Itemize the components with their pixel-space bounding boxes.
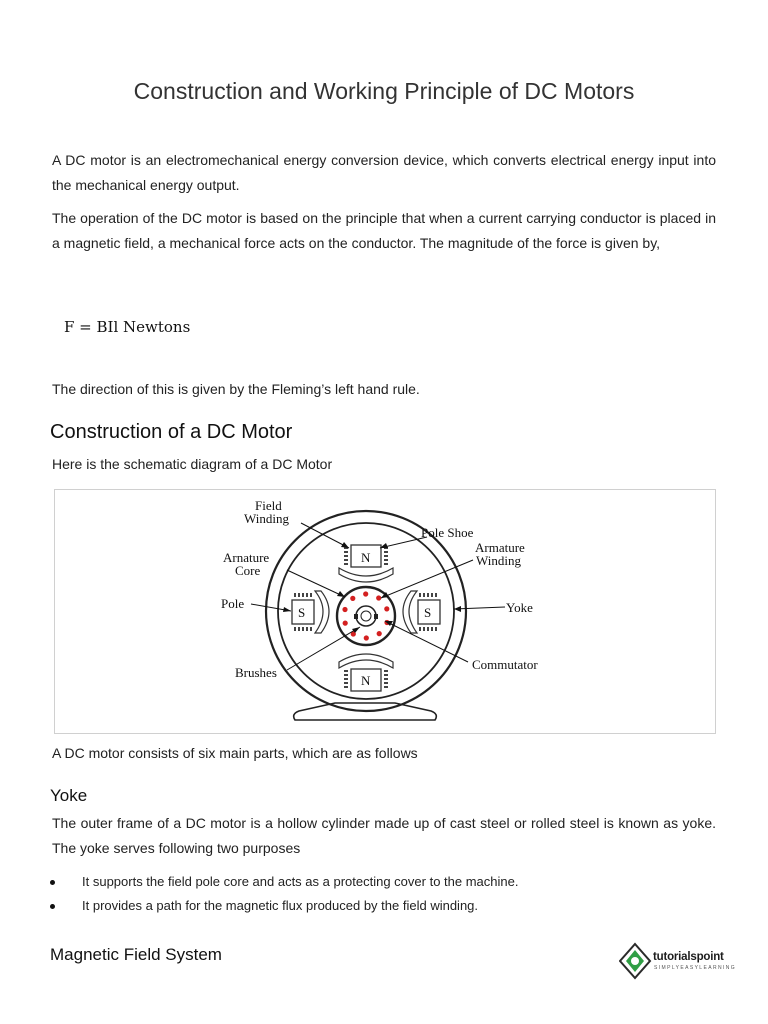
list-item (50, 894, 730, 918)
armature-conductor (342, 607, 347, 612)
armature-conductor (377, 631, 382, 636)
parts-intro: A DC motor consists of six main parts, which are as follows (52, 745, 418, 761)
armature-conductor (364, 635, 369, 640)
direction-paragraph: The direction of this is given by the Fleming’s left hand rule. (52, 381, 420, 397)
logo-brand-text: tutorialspoint (653, 951, 724, 963)
bullet-dot (50, 904, 55, 909)
pole-bottom (339, 654, 393, 691)
label-winding: Winding (244, 511, 289, 526)
pole-n-top-label: N (361, 550, 371, 565)
list-item-text: It supports the field pole core and acts as a protecting cover to the machine. (82, 874, 519, 889)
list-item-text: It provides a path for the magnetic flux produced by the field winding. (82, 898, 479, 913)
armature-conductor (384, 606, 389, 611)
label-brushes: Brushes (235, 665, 277, 680)
label-commutator: Commutator (472, 657, 538, 672)
label-field: Field (255, 498, 282, 513)
construction-heading: Construction of a DC Motor (50, 421, 293, 443)
intro-paragraph-2: The operation of the DC motor is based on the principle that when a current carrying conductor is placed in a magnetic field, a mechanical force acts on the conductor. The magnitude of the force is given by, (52, 210, 716, 251)
label-core: Core (235, 563, 261, 578)
dc-motor-svg (55, 490, 715, 733)
yoke-purpose-list (50, 870, 730, 918)
yoke-heading: Yoke (50, 786, 88, 805)
label-pole-shoe: Pole Shoe (421, 525, 474, 540)
label-pole: Pole (221, 596, 245, 611)
label-yoke: Yoke (506, 600, 533, 615)
intro-paragraph-1: A DC motor is an electromechanical energy conversion device, which converts electrical energy input into the mechanical energy output. (52, 152, 716, 193)
list-item (50, 870, 730, 894)
logo-tagline: SIMPLYEASYLEARNING (654, 965, 737, 971)
page-title: Construction and Working Principle of DC Motors (133, 78, 635, 104)
label-armature-winding: Winding (476, 553, 521, 568)
logo-mark-icon (619, 942, 653, 980)
armature-conductor (343, 621, 348, 626)
label-armature: Armature (475, 540, 525, 555)
pole-left (292, 591, 329, 633)
pole-s-right-label: S (424, 605, 432, 620)
bullet-dot (50, 880, 55, 885)
dc-motor-diagram (54, 489, 716, 734)
armature-conductor (363, 591, 368, 596)
armature-conductor (376, 595, 381, 600)
pole-top (339, 545, 393, 582)
magnetic-field-heading: Magnetic Field System (50, 945, 222, 964)
pole-right (403, 591, 440, 633)
armature-conductor (350, 596, 355, 601)
label-arnature: Arnature (223, 550, 270, 565)
pole-n-bottom-label: N (361, 673, 371, 688)
pole-s-left-label: S (298, 605, 306, 620)
yoke-paragraph: The outer frame of a DC motor is a hollow cylinder made up of cast steel or rolled steel is known as yoke. The yoke serves following two purposes (52, 815, 716, 856)
force-formula: F = BIl Newtons (64, 318, 191, 336)
brush-left (354, 614, 358, 619)
brush-right (374, 614, 378, 619)
tutorialspoint-logo[interactable] (619, 942, 737, 980)
diagram-intro: Here is the schematic diagram of a DC Motor (52, 456, 333, 472)
shaft (361, 611, 371, 621)
